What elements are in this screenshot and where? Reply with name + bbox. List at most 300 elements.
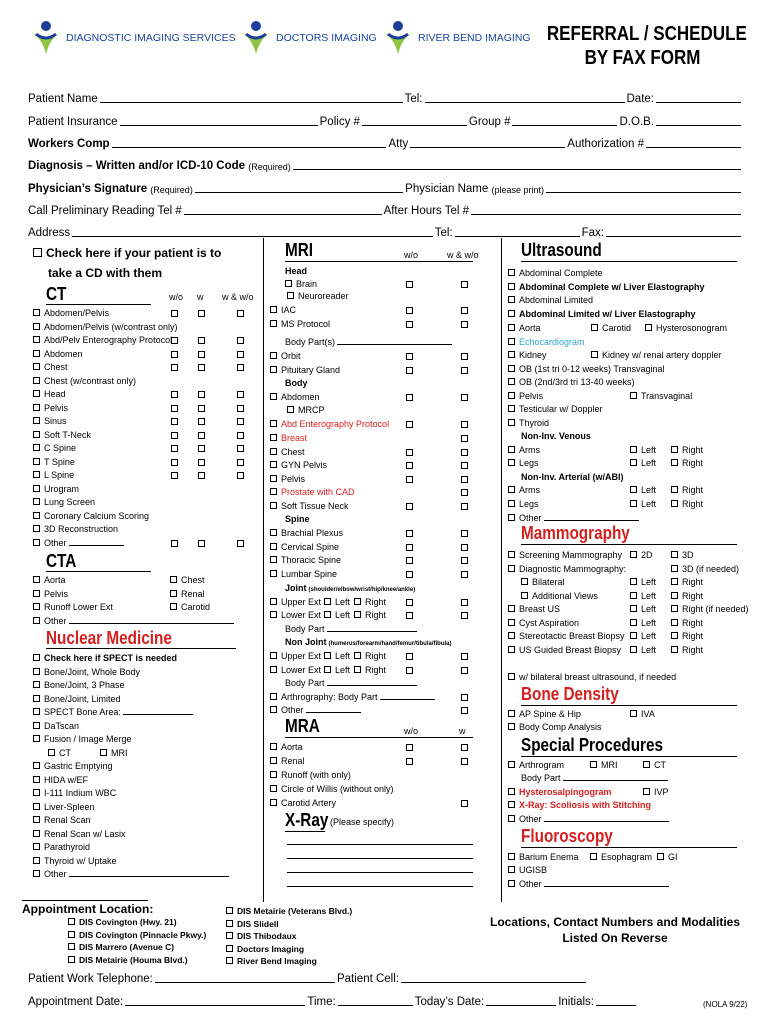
- checkbox[interactable]: [270, 611, 277, 618]
- mammo-item[interactable]: [508, 617, 579, 630]
- nuclear-item[interactable]: [33, 787, 116, 800]
- bone-item[interactable]: [508, 721, 602, 734]
- mri-item[interactable]: [270, 446, 305, 459]
- checkbox[interactable]: [508, 646, 515, 653]
- checkbox[interactable]: [461, 503, 468, 510]
- checkbox[interactable]: [645, 324, 652, 331]
- ultrasound-item[interactable]: [508, 349, 547, 362]
- mri-item[interactable]: [270, 609, 321, 622]
- checkbox[interactable]: [461, 321, 468, 328]
- checkbox[interactable]: [270, 529, 277, 536]
- checkbox[interactable]: [324, 611, 331, 618]
- checkbox[interactable]: [171, 391, 178, 398]
- checkbox[interactable]: [198, 405, 205, 412]
- mri-item[interactable]: [270, 650, 321, 663]
- checkbox[interactable]: [33, 309, 40, 316]
- nuclear-item[interactable]: [33, 801, 95, 814]
- ultrasound-item[interactable]: [508, 336, 585, 349]
- checkbox[interactable]: [630, 392, 637, 399]
- checkbox[interactable]: [630, 646, 637, 653]
- checkbox[interactable]: [461, 435, 468, 442]
- write-in-line[interactable]: [544, 512, 639, 521]
- nuclear-item[interactable]: [33, 693, 121, 706]
- group-field[interactable]: [512, 115, 617, 126]
- mri-item[interactable]: [270, 364, 340, 377]
- mri-item[interactable]: [324, 609, 350, 622]
- mammo-item[interactable]: [630, 603, 656, 616]
- after-hours-field[interactable]: [471, 204, 741, 215]
- checkbox[interactable]: [406, 571, 413, 578]
- checkbox[interactable]: [671, 646, 678, 653]
- checkbox[interactable]: [68, 943, 75, 950]
- ultrasound-item[interactable]: [508, 281, 705, 294]
- mammo-item[interactable]: [671, 549, 694, 562]
- mri-item[interactable]: [270, 486, 355, 499]
- checkbox[interactable]: [198, 445, 205, 452]
- tel-field[interactable]: [425, 92, 625, 103]
- checkbox[interactable]: [671, 500, 678, 507]
- write-in-line[interactable]: [327, 623, 417, 632]
- ct-item[interactable]: [33, 334, 172, 347]
- ultrasound-item[interactable]: [630, 484, 656, 497]
- checkbox[interactable]: [508, 419, 515, 426]
- ct-item[interactable]: [33, 388, 66, 401]
- checkbox[interactable]: [226, 957, 233, 964]
- checkbox[interactable]: [508, 310, 515, 317]
- checkbox[interactable]: [270, 743, 277, 750]
- nuclear-item[interactable]: [33, 868, 229, 881]
- fluoro-item[interactable]: [590, 851, 652, 864]
- checkbox[interactable]: [33, 762, 40, 769]
- checkbox[interactable]: [33, 248, 42, 257]
- mri-item[interactable]: [270, 304, 296, 317]
- checkbox[interactable]: [671, 551, 678, 558]
- checkbox[interactable]: [171, 337, 178, 344]
- mri-item[interactable]: [270, 568, 337, 581]
- cta-item[interactable]: [170, 574, 205, 587]
- checkbox[interactable]: [198, 364, 205, 371]
- xray-line[interactable]: [287, 886, 473, 887]
- checkbox[interactable]: [590, 853, 597, 860]
- checkbox[interactable]: [508, 710, 515, 717]
- mammo-item[interactable]: [521, 590, 598, 603]
- checkbox[interactable]: [198, 310, 205, 317]
- checkbox[interactable]: [461, 544, 468, 551]
- write-in-line[interactable]: [544, 878, 669, 887]
- checkbox[interactable]: [508, 723, 515, 730]
- ultrasound-item[interactable]: [630, 457, 656, 470]
- nuclear-item[interactable]: [33, 814, 91, 827]
- checkbox[interactable]: [170, 576, 177, 583]
- checkbox[interactable]: [33, 350, 40, 357]
- checkbox[interactable]: [33, 843, 40, 850]
- special-item[interactable]: [508, 759, 564, 772]
- checkbox[interactable]: [630, 459, 637, 466]
- mri-item[interactable]: [270, 459, 327, 472]
- mammo-item[interactable]: [508, 671, 676, 684]
- checkbox[interactable]: [508, 269, 515, 276]
- ct-item[interactable]: [33, 537, 124, 550]
- checkbox[interactable]: [591, 351, 598, 358]
- checkbox[interactable]: [508, 673, 515, 680]
- checkbox[interactable]: [33, 377, 40, 384]
- checkbox[interactable]: [630, 500, 637, 507]
- checkbox[interactable]: [171, 310, 178, 317]
- mammo-item[interactable]: [630, 630, 656, 643]
- checkbox[interactable]: [270, 420, 277, 427]
- ultrasound-item[interactable]: [508, 457, 539, 470]
- mammo-item[interactable]: [508, 644, 621, 657]
- appointment-option[interactable]: [68, 941, 174, 954]
- diagnosis-field[interactable]: [293, 159, 741, 170]
- write-in-line[interactable]: [337, 336, 452, 345]
- checkbox[interactable]: [270, 488, 277, 495]
- checkbox[interactable]: [461, 800, 468, 807]
- checkbox[interactable]: [270, 352, 277, 359]
- mri-item[interactable]: [287, 404, 325, 417]
- mammo-item[interactable]: [630, 590, 656, 603]
- appointment-date-field[interactable]: [125, 995, 305, 1006]
- ct-item[interactable]: [33, 510, 149, 523]
- checkbox[interactable]: [630, 710, 637, 717]
- checkbox[interactable]: [461, 653, 468, 660]
- checkbox[interactable]: [33, 830, 40, 837]
- nuclear-item[interactable]: [100, 747, 128, 760]
- write-in-line[interactable]: [306, 704, 361, 713]
- checkbox[interactable]: [237, 540, 244, 547]
- checkbox[interactable]: [287, 406, 294, 413]
- checkbox[interactable]: [508, 486, 515, 493]
- checkbox[interactable]: [406, 462, 413, 469]
- tel2-field[interactable]: [455, 226, 580, 237]
- checkbox[interactable]: [630, 605, 637, 612]
- checkbox[interactable]: [198, 418, 205, 425]
- checkbox[interactable]: [461, 476, 468, 483]
- special-item[interactable]: [643, 759, 666, 772]
- checkbox[interactable]: [406, 758, 413, 765]
- mammo-item[interactable]: [508, 549, 622, 562]
- bone-item[interactable]: [630, 708, 655, 721]
- checkbox[interactable]: [33, 857, 40, 864]
- ultrasound-item[interactable]: [645, 322, 727, 335]
- signature-field[interactable]: [195, 182, 403, 193]
- ultrasound-item[interactable]: [630, 390, 692, 403]
- checkbox[interactable]: [461, 394, 468, 401]
- checkbox[interactable]: [630, 632, 637, 639]
- checkbox[interactable]: [287, 292, 294, 299]
- write-in-line[interactable]: [380, 691, 435, 700]
- mri-item[interactable]: [354, 609, 386, 622]
- checkbox[interactable]: [270, 556, 277, 563]
- checkbox[interactable]: [406, 744, 413, 751]
- checkbox[interactable]: [630, 578, 637, 585]
- checkbox[interactable]: [33, 576, 40, 583]
- checkbox[interactable]: [48, 749, 55, 756]
- checkbox[interactable]: [406, 449, 413, 456]
- checkbox[interactable]: [461, 353, 468, 360]
- checkbox[interactable]: [198, 540, 205, 547]
- checkbox[interactable]: [226, 920, 233, 927]
- checkbox[interactable]: [33, 617, 40, 624]
- checkbox[interactable]: [461, 694, 468, 701]
- special-item[interactable]: [590, 759, 618, 772]
- checkbox[interactable]: [33, 776, 40, 783]
- ultrasound-item[interactable]: [591, 349, 722, 362]
- checkbox[interactable]: [508, 500, 515, 507]
- atty-field[interactable]: [410, 137, 565, 148]
- ultrasound-item[interactable]: [508, 363, 665, 376]
- appointment-option[interactable]: [68, 954, 188, 967]
- checkbox[interactable]: [630, 619, 637, 626]
- checkbox[interactable]: [406, 530, 413, 537]
- checkbox[interactable]: [406, 307, 413, 314]
- mammo-item[interactable]: [521, 576, 565, 589]
- checkbox[interactable]: [508, 632, 515, 639]
- checkbox[interactable]: [33, 498, 40, 505]
- write-in-line[interactable]: [69, 537, 124, 546]
- checkbox[interactable]: [406, 667, 413, 674]
- checkbox[interactable]: [461, 489, 468, 496]
- checkbox[interactable]: [671, 446, 678, 453]
- checkbox[interactable]: [461, 530, 468, 537]
- checkbox[interactable]: [508, 459, 515, 466]
- ultrasound-item[interactable]: [508, 376, 635, 389]
- mri-item[interactable]: [270, 704, 361, 717]
- checkbox[interactable]: [33, 512, 40, 519]
- ultrasound-item[interactable]: [508, 417, 549, 430]
- checkbox[interactable]: [270, 799, 277, 806]
- checkbox[interactable]: [237, 418, 244, 425]
- xray-line[interactable]: [287, 858, 473, 859]
- checkbox[interactable]: [461, 707, 468, 714]
- checkbox[interactable]: [521, 592, 528, 599]
- checkbox[interactable]: [270, 393, 277, 400]
- ultrasound-item[interactable]: [671, 498, 703, 511]
- today-field[interactable]: [486, 995, 556, 1006]
- checkbox[interactable]: [508, 283, 515, 290]
- checkbox[interactable]: [270, 570, 277, 577]
- ct-item[interactable]: [33, 496, 95, 509]
- mammo-item[interactable]: [671, 617, 703, 630]
- mammo-item[interactable]: [671, 590, 703, 603]
- checkbox[interactable]: [33, 816, 40, 823]
- appointment-option[interactable]: [68, 916, 177, 929]
- checkbox[interactable]: [270, 461, 277, 468]
- checkbox[interactable]: [671, 592, 678, 599]
- policy-field[interactable]: [362, 115, 467, 126]
- checkbox[interactable]: [237, 364, 244, 371]
- nuclear-item[interactable]: [33, 841, 90, 854]
- write-in-line[interactable]: [563, 772, 668, 781]
- ct-item[interactable]: [33, 469, 74, 482]
- checkbox[interactable]: [171, 432, 178, 439]
- checkbox[interactable]: [324, 666, 331, 673]
- checkbox[interactable]: [671, 486, 678, 493]
- mri-item[interactable]: [324, 664, 350, 677]
- ultrasound-item[interactable]: [508, 308, 696, 321]
- write-in-line[interactable]: [69, 868, 229, 877]
- ct-item[interactable]: [33, 348, 83, 361]
- checkbox[interactable]: [171, 540, 178, 547]
- checkbox[interactable]: [508, 378, 515, 385]
- checkbox[interactable]: [406, 421, 413, 428]
- xray-line[interactable]: [287, 872, 473, 873]
- mri-item[interactable]: [354, 596, 386, 609]
- checkbox[interactable]: [171, 418, 178, 425]
- cta-item[interactable]: [33, 601, 113, 614]
- checkbox[interactable]: [461, 281, 468, 288]
- checkbox[interactable]: [508, 866, 515, 873]
- mammo-item[interactable]: [671, 644, 703, 657]
- ct-item[interactable]: [33, 402, 68, 415]
- mammo-item[interactable]: [671, 563, 739, 576]
- checkbox[interactable]: [643, 761, 650, 768]
- checkbox[interactable]: [270, 320, 277, 327]
- checkbox[interactable]: [226, 907, 233, 914]
- checkbox[interactable]: [33, 722, 40, 729]
- checkbox[interactable]: [508, 551, 515, 558]
- checkbox[interactable]: [508, 446, 515, 453]
- ct-item[interactable]: [33, 523, 118, 536]
- ultrasound-item[interactable]: [508, 322, 541, 335]
- ultrasound-item[interactable]: [508, 390, 543, 403]
- checkbox[interactable]: [171, 351, 178, 358]
- checkbox[interactable]: [33, 590, 40, 597]
- checkbox[interactable]: [461, 667, 468, 674]
- checkbox[interactable]: [324, 598, 331, 605]
- checkbox[interactable]: [461, 462, 468, 469]
- checkbox[interactable]: [68, 956, 75, 963]
- ct-item[interactable]: [33, 483, 79, 496]
- checkbox[interactable]: [33, 654, 40, 661]
- appointment-option[interactable]: [226, 955, 317, 968]
- ultrasound-item[interactable]: [508, 267, 603, 280]
- appointment-option[interactable]: [226, 943, 304, 956]
- ct-item[interactable]: [33, 375, 136, 388]
- ct-item[interactable]: [33, 429, 91, 442]
- checkbox[interactable]: [33, 323, 40, 330]
- mammo-item[interactable]: [630, 576, 656, 589]
- checkbox[interactable]: [406, 353, 413, 360]
- checkbox[interactable]: [270, 434, 277, 441]
- checkbox[interactable]: [508, 405, 515, 412]
- checkbox[interactable]: [198, 351, 205, 358]
- checkbox[interactable]: [226, 945, 233, 952]
- checkbox[interactable]: [354, 666, 361, 673]
- ultrasound-item[interactable]: [508, 403, 603, 416]
- checkbox[interactable]: [270, 502, 277, 509]
- address-field[interactable]: [72, 226, 433, 237]
- checkbox[interactable]: [461, 307, 468, 314]
- checkbox[interactable]: [33, 803, 40, 810]
- checkbox[interactable]: [406, 476, 413, 483]
- checkbox[interactable]: [171, 472, 178, 479]
- checkbox[interactable]: [461, 449, 468, 456]
- checkbox[interactable]: [33, 695, 40, 702]
- checkbox[interactable]: [237, 310, 244, 317]
- mri-item[interactable]: [270, 432, 307, 445]
- checkbox[interactable]: [406, 653, 413, 660]
- checkbox[interactable]: [270, 666, 277, 673]
- checkbox[interactable]: [354, 598, 361, 605]
- auth-field[interactable]: [646, 137, 741, 148]
- checkbox[interactable]: [33, 708, 40, 715]
- mra-item[interactable]: [270, 741, 303, 754]
- checkbox[interactable]: [270, 693, 277, 700]
- checkbox[interactable]: [630, 446, 637, 453]
- mri-item[interactable]: [270, 664, 321, 677]
- checkbox[interactable]: [33, 525, 40, 532]
- time-field[interactable]: [338, 995, 413, 1006]
- checkbox[interactable]: [508, 365, 515, 372]
- checkbox[interactable]: [671, 459, 678, 466]
- checkbox[interactable]: [657, 853, 664, 860]
- checkbox[interactable]: [285, 280, 292, 287]
- checkbox[interactable]: [406, 557, 413, 564]
- mri-item[interactable]: [270, 500, 349, 513]
- write-in-line[interactable]: [544, 813, 669, 822]
- appointment-option[interactable]: [226, 930, 297, 943]
- checkbox[interactable]: [270, 543, 277, 550]
- checkbox[interactable]: [33, 417, 40, 424]
- ct-item[interactable]: [33, 321, 178, 334]
- checkbox[interactable]: [461, 744, 468, 751]
- nuclear-item[interactable]: [33, 666, 140, 679]
- patient-name-field[interactable]: [100, 92, 403, 103]
- nuclear-item[interactable]: [33, 828, 126, 841]
- fluoro-item[interactable]: [508, 878, 669, 891]
- nuclear-item[interactable]: [33, 774, 88, 787]
- special-item[interactable]: [508, 813, 669, 826]
- mammo-item[interactable]: [671, 603, 749, 616]
- checkbox[interactable]: [630, 486, 637, 493]
- checkbox[interactable]: [508, 565, 515, 572]
- checkbox[interactable]: [171, 459, 178, 466]
- checkbox[interactable]: [33, 789, 40, 796]
- checkbox[interactable]: [171, 405, 178, 412]
- mra-item[interactable]: [270, 797, 336, 810]
- mri-item[interactable]: [270, 473, 305, 486]
- checkbox[interactable]: [68, 931, 75, 938]
- mri-item[interactable]: [270, 554, 341, 567]
- bone-item[interactable]: [508, 708, 581, 721]
- mammo-item[interactable]: [671, 576, 703, 589]
- checkbox[interactable]: [508, 324, 515, 331]
- checkbox[interactable]: [270, 706, 277, 713]
- checkbox[interactable]: [406, 321, 413, 328]
- ultrasound-item[interactable]: [508, 444, 540, 457]
- ultrasound-item[interactable]: [630, 444, 656, 457]
- checkbox[interactable]: [270, 785, 277, 792]
- mri-item[interactable]: [324, 596, 350, 609]
- mri-item[interactable]: [354, 650, 386, 663]
- mra-item[interactable]: [270, 769, 351, 782]
- checkbox[interactable]: [508, 351, 515, 358]
- fax-field[interactable]: [606, 226, 741, 237]
- checkbox[interactable]: [237, 405, 244, 412]
- checkbox[interactable]: [671, 605, 678, 612]
- checkbox[interactable]: [171, 364, 178, 371]
- checkbox[interactable]: [33, 404, 40, 411]
- dob-field[interactable]: [656, 115, 741, 126]
- write-in-line[interactable]: [123, 706, 193, 715]
- appointment-option[interactable]: [226, 905, 352, 918]
- mammo-item[interactable]: [630, 617, 656, 630]
- checkbox[interactable]: [237, 432, 244, 439]
- checkbox[interactable]: [461, 758, 468, 765]
- cd-check[interactable]: [33, 243, 221, 283]
- checkbox[interactable]: [33, 458, 40, 465]
